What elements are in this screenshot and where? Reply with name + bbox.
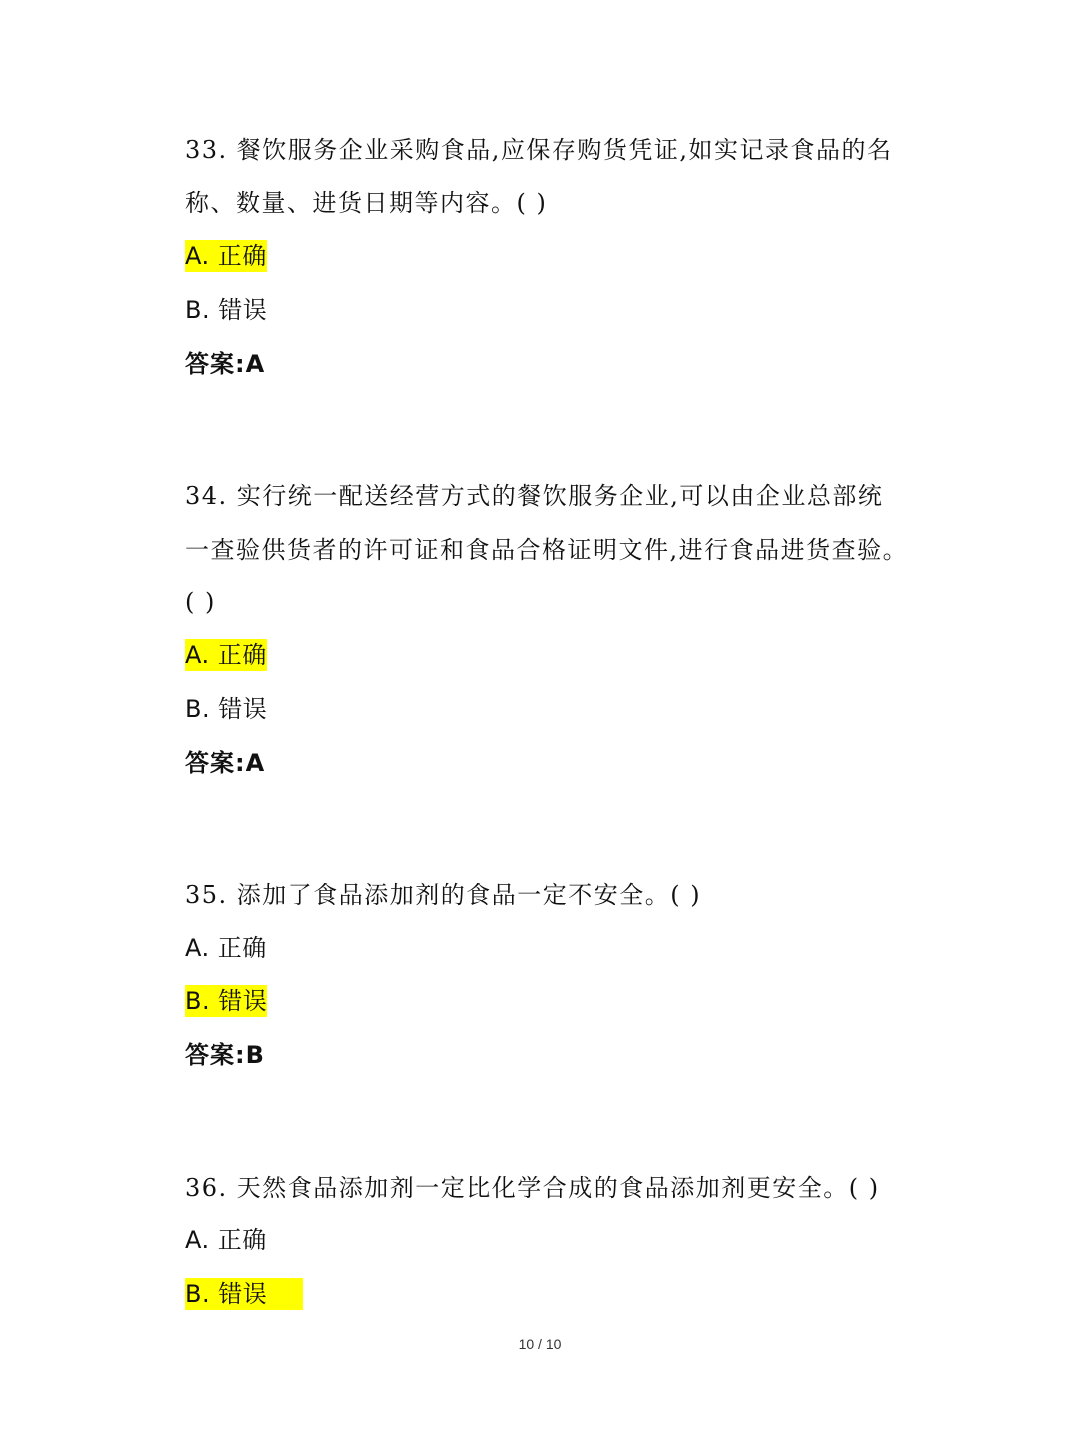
question-34-text-line-2: 一查验供货者的许可证和食品合格证明文件,进行食品进货查验。	[185, 536, 909, 564]
question-35-text-line-1: 35. 添加了食品添加剂的食品一定不安全。( )	[185, 881, 702, 909]
question-36-option-b	[185, 1274, 303, 1314]
question-36-option-a: A. 正确	[185, 1226, 267, 1254]
question-34-text-line-3: ( )	[185, 588, 216, 616]
question-33-text-line-1: 33. 餐饮服务企业采购食品,应保存购货凭证,如实记录食品的名	[185, 136, 893, 164]
page-number: 10 / 10	[518, 1336, 562, 1352]
question-33-option-b: B. 错误	[185, 296, 268, 324]
question-33-option-a-highlight: A. 正确	[185, 242, 267, 270]
question-33-option-a	[185, 236, 267, 276]
question-35-option-b-highlight: B. 错误	[185, 987, 268, 1015]
question-35-option-a: A. 正确	[185, 934, 267, 962]
question-34-option-b: B. 错误	[185, 695, 268, 723]
question-34-answer: 答案:A	[185, 749, 266, 777]
question-35-answer: 答案:B	[185, 1041, 265, 1069]
question-34-option-a-highlight: A. 正确	[185, 641, 267, 669]
question-33-answer: 答案:A	[185, 350, 266, 378]
question-34-text-line-1: 34. 实行统一配送经营方式的餐饮服务企业,可以由企业总部统	[185, 482, 884, 510]
question-35-option-b	[185, 981, 267, 1021]
question-36-text-line-1: 36. 天然食品添加剂一定比化学合成的食品添加剂更安全。( )	[185, 1174, 880, 1202]
question-36-option-b-highlight: B. 错误	[185, 1278, 303, 1310]
question-34-option-a	[185, 635, 267, 675]
question-33-text-line-2: 称、数量、进货日期等内容。( )	[185, 189, 548, 217]
